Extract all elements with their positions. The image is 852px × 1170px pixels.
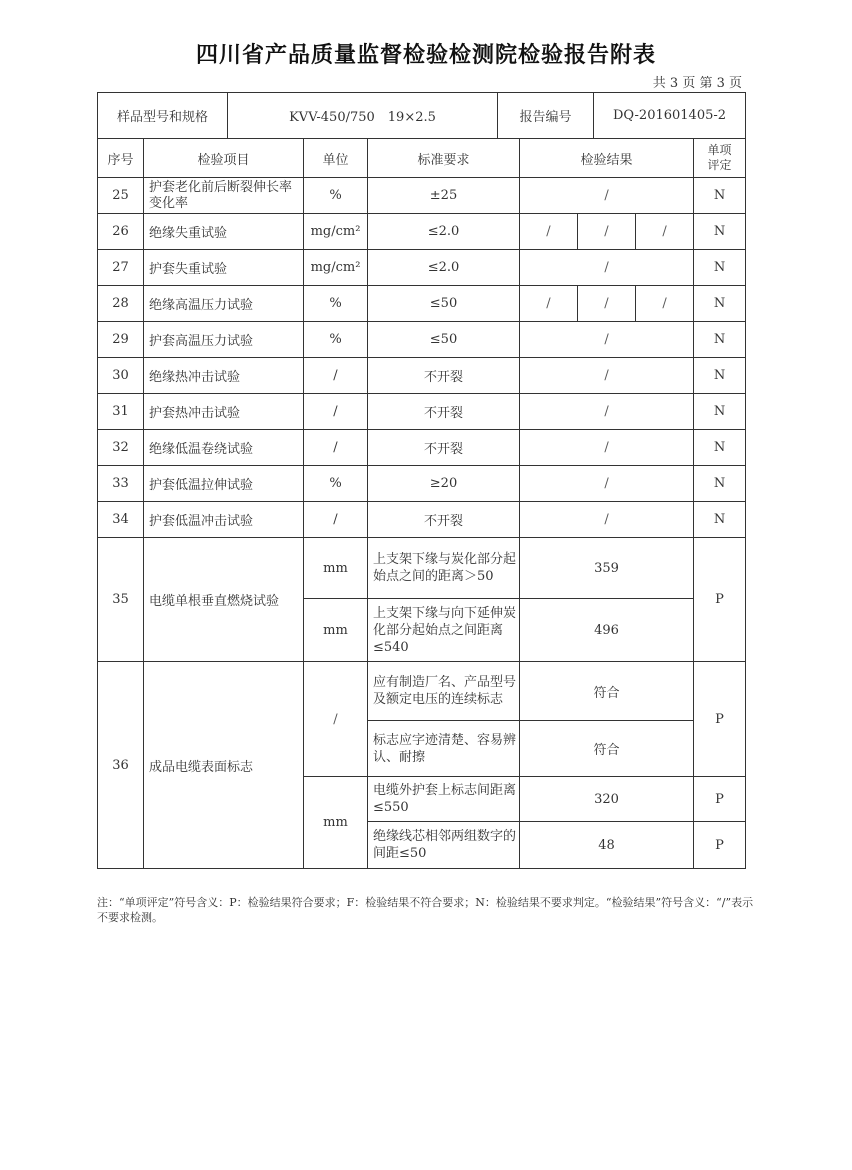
unit-cell: % [304, 322, 368, 358]
unit-cell: / [304, 430, 368, 466]
model-value: KVV-450/750 19×2.5 [228, 93, 498, 139]
verdict-cell: P [694, 662, 746, 777]
result-cell: / [520, 250, 694, 286]
item-cell: 护套失重试验 [144, 250, 304, 286]
item-cell: 护套高温压力试验 [144, 322, 304, 358]
result-cell: 320 [520, 777, 694, 822]
item-cell: 电缆单根垂直燃烧试验 [144, 538, 304, 662]
standard-cell: ≤2.0 [368, 214, 520, 250]
item-cell: 护套低温冲击试验 [144, 502, 304, 538]
result-cell: / [520, 502, 694, 538]
verdict-cell: P [694, 822, 746, 869]
standard-cell: 上支架下缘与炭化部分起始点之间的距离＞50 [368, 538, 520, 599]
unit-cell: % [304, 466, 368, 502]
result-cell: / [520, 466, 694, 502]
standard-cell: 绝缘线芯相邻两组数字的间距≤50 [368, 822, 520, 869]
verdict-cell: N [694, 502, 746, 538]
seq-cell: 32 [98, 430, 144, 466]
result-cell: / [520, 322, 694, 358]
standard-cell: ≤50 [368, 286, 520, 322]
verdict-cell: N [694, 178, 746, 214]
table-row [98, 286, 746, 322]
verdict-cell: P [694, 538, 746, 662]
result-cell: 符合 [520, 721, 694, 777]
result-cell: 48 [520, 822, 694, 869]
item-cell: 绝缘热冲击试验 [144, 358, 304, 394]
report-number-label: 报告编号 [498, 93, 594, 139]
table-row [98, 662, 746, 721]
table-row [98, 214, 746, 250]
unit-cell: / [304, 502, 368, 538]
seq-cell: 35 [98, 538, 144, 662]
verdict-cell: N [694, 322, 746, 358]
seq-cell: 27 [98, 250, 144, 286]
result-cell-c: / [636, 286, 694, 322]
result-cell-b: / [578, 214, 636, 250]
verdict-cell: N [694, 358, 746, 394]
standard-cell: 不开裂 [368, 394, 520, 430]
result-cell: / [520, 178, 694, 214]
verdict-cell: P [694, 777, 746, 822]
unit-cell: / [304, 394, 368, 430]
result-cell: / [520, 394, 694, 430]
item-cell: 绝缘低温卷绕试验 [144, 430, 304, 466]
table-row [98, 466, 746, 502]
col-seq: 序号 [98, 139, 144, 178]
standard-cell: 不开裂 [368, 502, 520, 538]
standard-cell: ≥20 [368, 466, 520, 502]
item-cell: 绝缘失重试验 [144, 214, 304, 250]
seq-cell: 26 [98, 214, 144, 250]
col-result: 检验结果 [520, 139, 694, 178]
col-verdict: 单项 评定 [694, 139, 746, 178]
inspection-table [97, 138, 746, 869]
standard-cell: ≤2.0 [368, 250, 520, 286]
result-cell-b: / [578, 286, 636, 322]
standard-cell: 不开裂 [368, 430, 520, 466]
report-title: 四川省产品质量监督检验检测院检验报告附表 [195, 43, 656, 68]
unit-cell: / [304, 662, 368, 777]
unit-cell: mm [304, 777, 368, 869]
col-standard: 标准要求 [368, 139, 520, 178]
seq-cell: 34 [98, 502, 144, 538]
table-row [98, 538, 746, 599]
seq-cell: 33 [98, 466, 144, 502]
table-row [98, 322, 746, 358]
unit-cell: % [304, 286, 368, 322]
verdict-cell: N [694, 394, 746, 430]
result-cell: 359 [520, 538, 694, 599]
verdict-cell: N [694, 466, 746, 502]
item-cell: 成品电缆表面标志 [144, 662, 304, 869]
table-row [98, 358, 746, 394]
table-row [98, 250, 746, 286]
report-number-value: DQ-201601405-2 [594, 93, 746, 139]
result-cell: 符合 [520, 662, 694, 721]
model-label: 样品型号和规格 [98, 93, 228, 139]
verdict-cell: N [694, 250, 746, 286]
standard-cell: 不开裂 [368, 358, 520, 394]
seq-cell: 25 [98, 178, 144, 214]
seq-cell: 29 [98, 322, 144, 358]
item-cell: 护套热冲击试验 [144, 394, 304, 430]
col-item: 检验项目 [144, 139, 304, 178]
unit-cell: mm [304, 538, 368, 599]
table-row [98, 178, 746, 214]
unit-cell: mg/cm² [304, 250, 368, 286]
footnote: 注：“单项评定”符号含义：P：检验结果符合要求；F：检验结果不符合要求；N：检验结果不要求判定。“检验结果”符号含义：“/”表示不要求检测。 [97, 896, 754, 924]
verdict-cell: N [694, 286, 746, 322]
standard-cell: 标志应字迹清楚、容易辨认、耐擦 [368, 721, 520, 777]
result-cell-a: / [520, 286, 578, 322]
table-row [98, 394, 746, 430]
standard-cell: ±25 [368, 178, 520, 214]
result-cell: / [520, 430, 694, 466]
table-row [98, 430, 746, 466]
seq-cell: 30 [98, 358, 144, 394]
standard-cell: 电缆外护套上标志间距离≤550 [368, 777, 520, 822]
seq-cell: 36 [98, 662, 144, 869]
standard-cell: ≤50 [368, 322, 520, 358]
result-cell: 496 [520, 599, 694, 662]
seq-cell: 28 [98, 286, 144, 322]
item-cell: 绝缘高温压力试验 [144, 286, 304, 322]
unit-cell: % [304, 178, 368, 214]
header-table [97, 92, 746, 139]
seq-cell: 31 [98, 394, 144, 430]
unit-cell: mg/cm² [304, 214, 368, 250]
unit-cell: / [304, 358, 368, 394]
table-header-row [98, 139, 746, 178]
item-cell: 护套低温拉伸试验 [144, 466, 304, 502]
unit-cell: mm [304, 599, 368, 662]
table-row [98, 502, 746, 538]
result-cell-a: / [520, 214, 578, 250]
page-info: 共 3 页 第 3 页 [652, 76, 742, 91]
standard-cell: 应有制造厂名、产品型号及额定电压的连续标志 [368, 662, 520, 721]
result-cell: / [520, 358, 694, 394]
standard-cell: 上支架下缘与向下延伸炭化部分起始点之间距离≤540 [368, 599, 520, 662]
col-unit: 单位 [304, 139, 368, 178]
item-cell: 护套老化前后断裂伸长率变化率 [144, 178, 304, 214]
verdict-cell: N [694, 214, 746, 250]
verdict-cell: N [694, 430, 746, 466]
result-cell-c: / [636, 214, 694, 250]
